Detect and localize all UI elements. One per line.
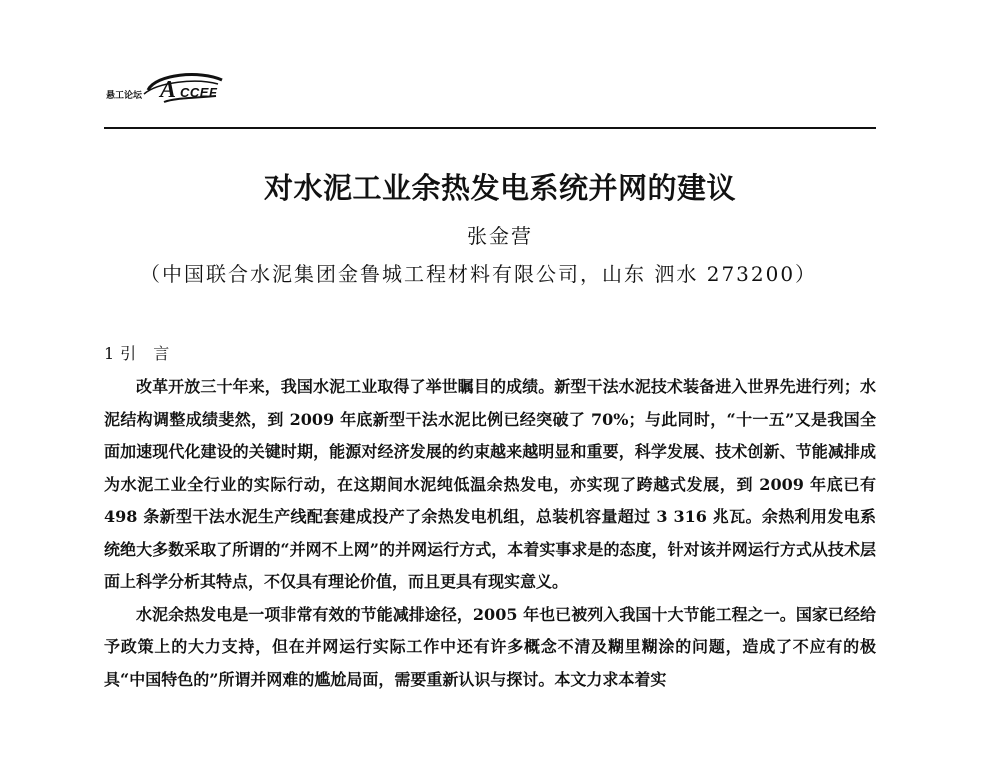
- logo-brand-text: CCEF: [180, 85, 218, 100]
- logo-mark: A: [160, 77, 177, 103]
- paper-title: 对水泥工业余热发电系统并网的建议: [263, 171, 736, 205]
- logo-forum-label: 悬工论坛: [106, 91, 143, 101]
- paper-affiliation: （中国联合水泥集团金鲁城工程材料有限公司，山东 泗水 273200）: [140, 262, 818, 286]
- section-body: [104, 371, 876, 696]
- paper-author: 张金营: [467, 224, 533, 248]
- paragraph: 改革开放三十年来，我国水泥工业取得了举世瞩目的成绩。新型干法水泥技术装备进入世界先进行列；水泥结构调整成绩斐然，到 2009 年底新型干法水泥比例已经突破了 70%；与此同时，“十一五”又是我国全面加速现代化建设的关键时期，能源对经济发展的约束越来越明显和重要，科学发展、技术创新、节能减排成为水泥工业全行业的实际行动，在这期间水泥纯低温余热发电，亦实现了跨越式发展，到 2009 年底已有 498 条新型干法水泥生产线配套建成投产了余热发电机组，总装机容量超过 3 316 兆瓦。余热利用发电系统绝大多数采取了所谓的“并网不上网”的并网运行方式，本着实事求是的态度，针对该并网运行方式从技术层面上科学分析其特点，不仅具有理论价值，而且更具有现实意义。: [104, 377, 876, 591]
- journal-logo: [104, 68, 244, 108]
- section-heading: 1引 言: [104, 344, 176, 363]
- paragraph: 水泥余热发电是一项非常有效的节能减排途径，2005 年也已被列入我国十大节能工程之一。国家已经给予政策上的大力支持，但在并网运行实际工作中还有许多概念不清及糊里糊涂的问题，造成了不应有的极具“中国特色的”所谓并网难的尴尬局面，需要重新认识与探讨。本文力求本着实: [104, 604, 876, 689]
- header-divider: [104, 127, 876, 129]
